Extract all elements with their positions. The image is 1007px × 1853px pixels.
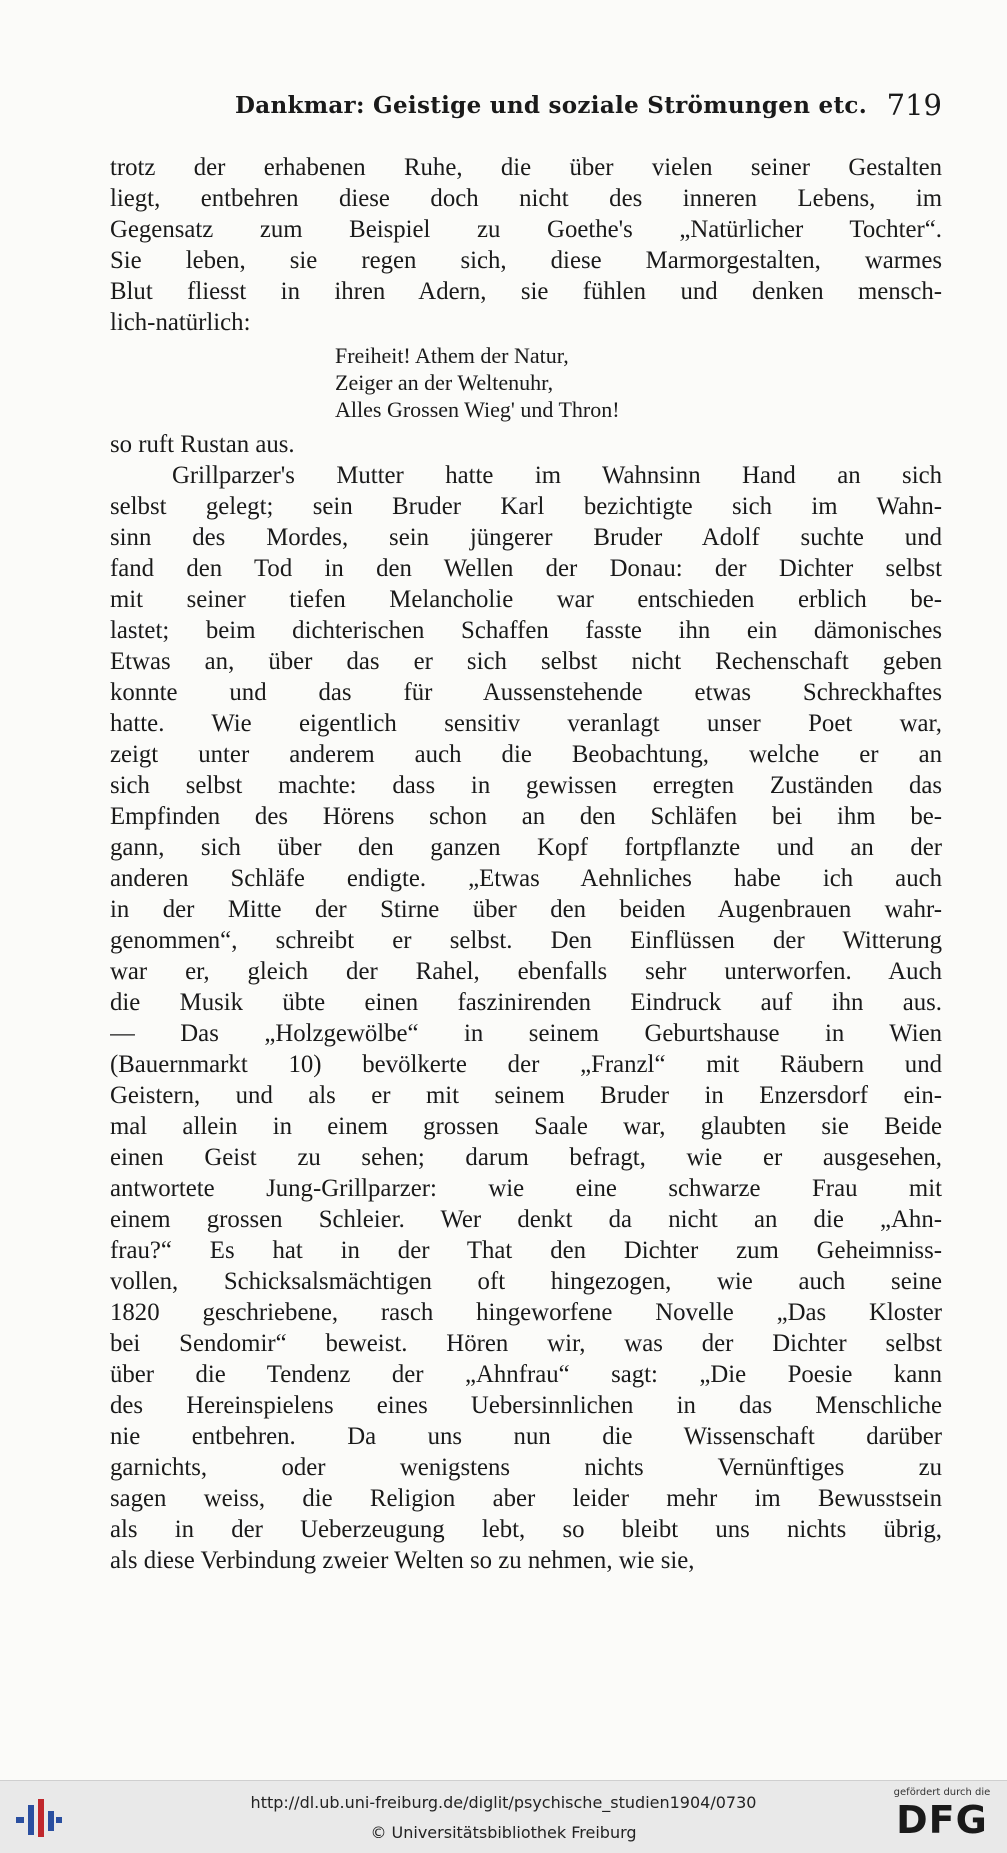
paragraph-intro xyxy=(110,152,942,338)
text-line: genommen“, schreibt er selbst. Den Einflüssen der Witterung xyxy=(110,927,942,954)
dfg-logo xyxy=(887,1787,997,1849)
text-line: selbst gelegt; sein Bruder Karl bezichtigte sich im Wahn- xyxy=(110,493,942,520)
text-line: Sie leben, sie regen sich, diese Marmorgestalten, warmes xyxy=(110,247,942,274)
text-line: sinn des Mordes, sein jüngerer Bruder Adolf suchte und xyxy=(110,524,942,551)
text-line: Empfinden des Hörens schon an den Schläfen bei ihm be- xyxy=(110,803,942,830)
text-line: garnichts, oder wenigstens nichts Vernünftiges zu xyxy=(110,1454,942,1481)
text-line: so ruft Rustan aus. xyxy=(110,431,295,458)
paragraph-attribution xyxy=(110,429,942,460)
text-line: war er, gleich der Rahel, ebenfalls sehr unterworfen. Auch xyxy=(110,958,942,985)
footer-url[interactable]: http://dl.ub.uni-freiburg.de/diglit/psychische_studien1904/0730 xyxy=(250,1793,757,1812)
text-line: frau?“ Es hat in der That den Dichter zum Geheimniss- xyxy=(110,1237,942,1264)
text-line: vollen, Schicksalsmächtigen oft hingezogen, wie auch seine xyxy=(110,1268,942,1295)
text-line: nie entbehren. Da uns nun die Wissenschaft darüber xyxy=(110,1423,942,1450)
text-line: des Hereinspielens eines Uebersinnlichen in das Menschliche xyxy=(110,1392,942,1419)
text-line: als in der Ueberzeugung lebt, so bleibt uns nichts übrig, xyxy=(110,1516,942,1543)
text-line: einem grossen Schleier. Wer denkt da nicht an die „Ahn- xyxy=(110,1206,942,1233)
text-line: trotz der erhabenen Ruhe, die über vielen seiner Gestalten xyxy=(110,154,942,181)
text-line: konnte und das für Aussenstehende etwas Schreckhaftes xyxy=(110,679,942,706)
text-line: als diese Verbindung zweier Welten so zu nehmen, wie sie, xyxy=(110,1547,695,1574)
text-line: über die Tendenz der „Ahnfrau“ sagt: „Die Poesie kann xyxy=(110,1361,942,1388)
footer-copyright: © Universitätsbibliothek Freiburg xyxy=(370,1823,637,1842)
text-line: antwortete Jung-Grillparzer: wie eine schwarze Frau mit xyxy=(110,1175,942,1202)
text-line: zeigt unter anderem auch die Beobachtung, welche er an xyxy=(110,741,942,768)
verse-quote xyxy=(335,342,942,423)
text-line: mal allein in einem grossen Saale war, glaubten sie Beide xyxy=(110,1113,942,1140)
verse-line: Freiheit! Athem der Natur, xyxy=(335,343,569,368)
text-line: lastet; beim dichterischen Schaffen fasste ihn ein dämonisches xyxy=(110,617,942,644)
text-line: (Bauernmarkt 10) bevölkerte der „Franzl“ mit Räubern und xyxy=(110,1051,942,1078)
running-head xyxy=(110,88,942,128)
text-line: Grillparzer's Mutter hatte im Wahnsinn Hand an sich xyxy=(172,462,942,489)
text-line: sich selbst machte: dass in gewissen erregten Zuständen das xyxy=(110,772,942,799)
text-line: mit seiner tiefen Melancholie war entschieden erblich be- xyxy=(110,586,942,613)
text-line: lich-natürlich: xyxy=(110,309,251,336)
text-line: die Musik übte einen faszinirenden Eindruck auf ihn aus. xyxy=(110,989,942,1016)
running-title: Dankmar: Geistige und soziale Strömungen etc. xyxy=(235,92,867,119)
text-line: 1820 geschriebene, rasch hingeworfene Novelle „Das Kloster xyxy=(110,1299,942,1326)
text-line: sagen weiss, die Religion aber leider mehr im Bewusstsein xyxy=(110,1485,942,1512)
text-line: — Das „Holzgewölbe“ in seinem Geburtshause in Wien xyxy=(110,1020,942,1047)
text-line: hatte. Wie eigentlich sensitiv veranlagt unser Poet war, xyxy=(110,710,942,737)
text-line: Gegensatz zum Beispiel zu Goethe's „Natürlicher Tochter“. xyxy=(110,216,942,243)
text-line: in der Mitte der Stirne über den beiden Augenbrauen wahr- xyxy=(110,896,942,923)
text-line: einen Geist zu sehen; darum befragt, wie er ausgesehen, xyxy=(110,1144,942,1171)
text-line: liegt, entbehren diese doch nicht des inneren Lebens, im xyxy=(110,185,942,212)
body-text xyxy=(110,152,942,1576)
paragraph-main xyxy=(110,460,942,1576)
text-line: bei Sendomir“ beweist. Hören wir, was der Dichter selbst xyxy=(110,1330,942,1357)
text-line: Blut fliesst in ihren Adern, sie fühlen und denken mensch- xyxy=(110,278,942,305)
text-line: Etwas an, über das er sich selbst nicht Rechenschaft geben xyxy=(110,648,942,675)
verse-line: Zeiger an der Weltenuhr, xyxy=(335,370,554,395)
dfg-funding-note: gefördert durch die xyxy=(893,1787,991,1798)
text-line: gann, sich über den ganzen Kopf fortpflanzte und an der xyxy=(110,834,942,861)
text-line: anderen Schläfe endigte. „Etwas Aehnliches habe ich auch xyxy=(110,865,942,892)
text-line: Geistern, und als er mit seinem Bruder in Enzersdorf ein- xyxy=(110,1082,942,1109)
footer-bar xyxy=(0,1780,1007,1853)
text-line: fand den Tod in den Wellen der Donau: der Dichter selbst xyxy=(110,555,942,582)
page-number: 719 xyxy=(886,88,942,122)
verse-line: Alles Grossen Wieg' und Thron! xyxy=(335,397,620,422)
dfg-logo-text: DFG xyxy=(896,1798,988,1842)
